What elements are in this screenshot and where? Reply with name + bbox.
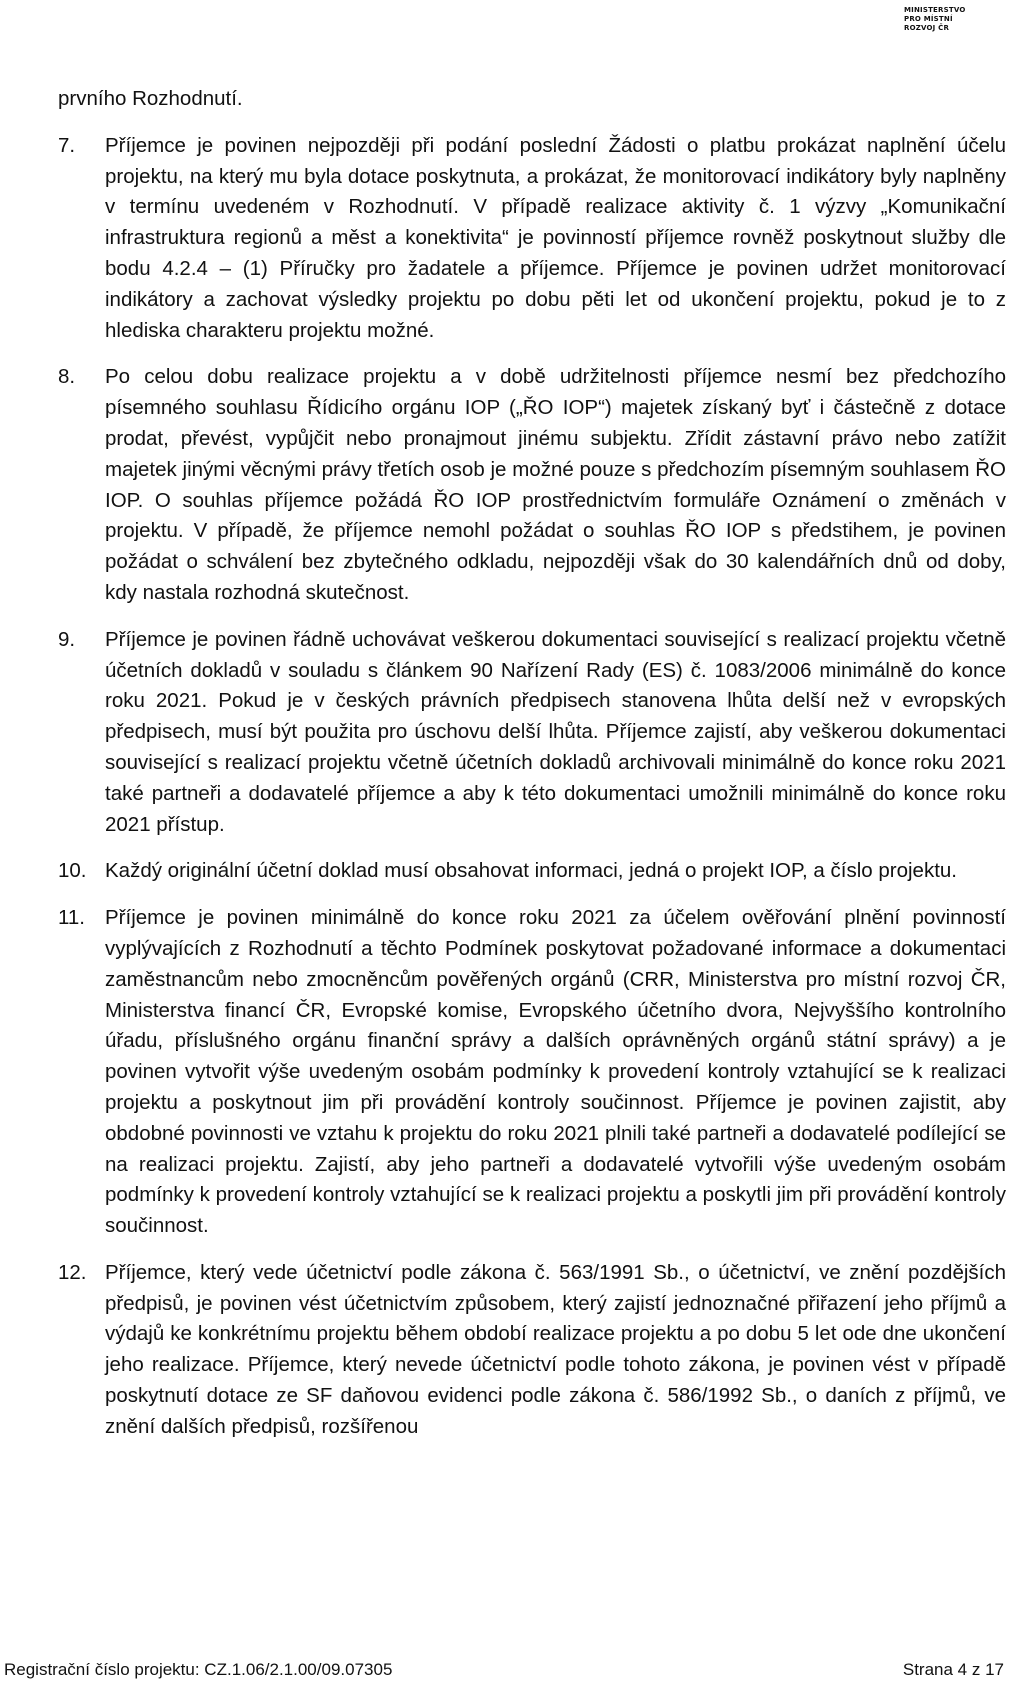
list-item [58, 362, 1006, 608]
item-text: Příjemce je povinen řádně uchovávat veškerou dokumentaci související s realizací projektu včetně účetních dokladů v souladu s článkem 90 Nařízení Rady (ES) č. 1083/2006 minimálně do konce roku 2021. Pokud je v českých právních předpisech stanovena lhůta delší než v evropských předpisech, musí být použita pro úschovu delší lhůta. Příjemce zajistí, aby veškerou dokumentaci související s realizací projektu včetně účetních dokladů archivovali minimálně do konce roku 2021 také partneři a dodavatelé příjemce a aby k této dokumentaci umožnili minimálně do konce roku 2021 přístup. [105, 627, 1006, 836]
list-item [58, 1258, 1006, 1443]
stamp-line-1: MINISTERSTVO [904, 6, 966, 14]
item-number: 10. [58, 859, 87, 883]
item-text: Příjemce je povinen minimálně do konce roku 2021 za účelem ověřování plnění povinností vyplývajících z Rozhodnutí a těchto Podmínek poskytovat požadované informace a dokumentaci zaměstnancům nebo zmocněncům pověřených orgánů (CRR, Ministerstva pro místní rozvoj ČR, Ministerstva financí ČR, Evropské komise, Evropského účetního dvora, Nejvyššího kontrolního úřadu, příslušného orgánu finanční správy a dalších oprávněných orgánů státní správy) a je povinen vytvořit výše uvedeným osobám podmínky k provedení kontroly vztahující se k realizaci projektu a poskytnout jim při provádění kontroly součinnost. Příjemce je povinen zajistit, aby obdobné povinnosti ve vztahu k projektu do roku 2021 plnili také partneři a dodavatelé podílející se na realizaci projektu. Zajistí, aby jeho partneři a dodavatelé vytvořili výše uvedeným osobám podmínky k provedení kontroly vztahující se k realizaci projektu a poskytli jim při provádění kontroly součinnost. [105, 906, 1006, 1238]
page-footer [4, 1659, 1004, 1681]
list-item [58, 903, 1006, 1242]
item-number: 12. [58, 1260, 87, 1284]
page-number: Strana 4 z 17 [902, 1660, 1004, 1679]
stamp-line-2: PRO MÍSTNÍ [904, 15, 953, 23]
continuation-text: prvního Rozhodnutí. [58, 87, 243, 110]
registration-number: Registrační číslo projektu: CZ.1.06/2.1.00/09.07305 [4, 1660, 393, 1679]
item-text: Každý originální účetní doklad musí obsahovat informaci, jedná o projekt IOP, a číslo projektu. [105, 859, 957, 883]
list-item [58, 131, 1006, 347]
ministry-stamp [904, 6, 974, 33]
item-number: 9. [58, 627, 76, 651]
list-item [58, 625, 1006, 841]
item-text: Příjemce je povinen nejpozději při podání poslední Žádosti o platbu prokázat naplnění účelu projektu, na který mu byla dotace poskytnuta, a prokázat, že monitorovací indikátory byly naplněny v termínu uvedeném v Rozhodnutí. V případě realizace aktivity č. 1 výzvy „Komunikační infrastruktura regionů a měst a konektivita“ je povinností příjemce rovněž poskytnout služby dle bodu 4.2.4 – (1) Příručky pro žadatele a příjemce. Příjemce je povinen udržet monitorovací indikátory a zachovat výsledky projektu po dobu pěti let od ukončení projektu, pokud je to z hlediska charakteru projektu možné. [105, 133, 1006, 342]
item-number: 11. [58, 906, 85, 930]
document-body [58, 84, 1006, 1459]
item-number: 7. [58, 133, 76, 157]
item-text: Příjemce, který vede účetnictví podle zákona č. 563/1991 Sb., o účetnictví, ve znění pozdějších předpisů, je povinen vést účetnictvím způsobem, který zajistí jednoznačné přiřazení jeho příjmů a výdajů ke konkrétnímu projektu během období realizace projektu a po dobu 5 let ode dne ukončení jeho realizace. Příjemce, který nevede účetnictví podle tohoto zákona, je povinen vést v případě poskytnutí dotace ze SF daňovou evidenci podle zákona č. 586/1992 Sb., o daních z příjmů, ve znění dalších předpisů, rozšířenou [105, 1260, 1006, 1438]
list-item [58, 856, 1006, 887]
conditions-list [58, 131, 1006, 1443]
item-text: Po celou dobu realizace projektu a v době udržitelnosti příjemce nesmí bez předchozího písemného souhlasu Řídicího orgánu IOP („ŘO IOP“) majetek získaný byť i částečně z dotace prodat, převést, vypůjčit nebo pronajmout jinému subjektu. Zřídit zástavní právo nebo zatížit majetek jinými věcnými právy třetích osob je možné pouze s předchozím písemným souhlasem ŘO IOP. O souhlas příjemce požádá ŘO IOP prostřednictvím formuláře Oznámení o změnách v projektu. V případě, že příjemce nemohl požádat o souhlas ŘO IOP s předstihem, je povinen požádat o schválení bez zbytečného odkladu, nejpozději však do 30 kalendářních dnů od doby, kdy nastala rozhodná skutečnost. [105, 365, 1006, 604]
stamp-line-3: ROZVOJ ČR [904, 24, 950, 32]
item-number: 8. [58, 365, 76, 389]
